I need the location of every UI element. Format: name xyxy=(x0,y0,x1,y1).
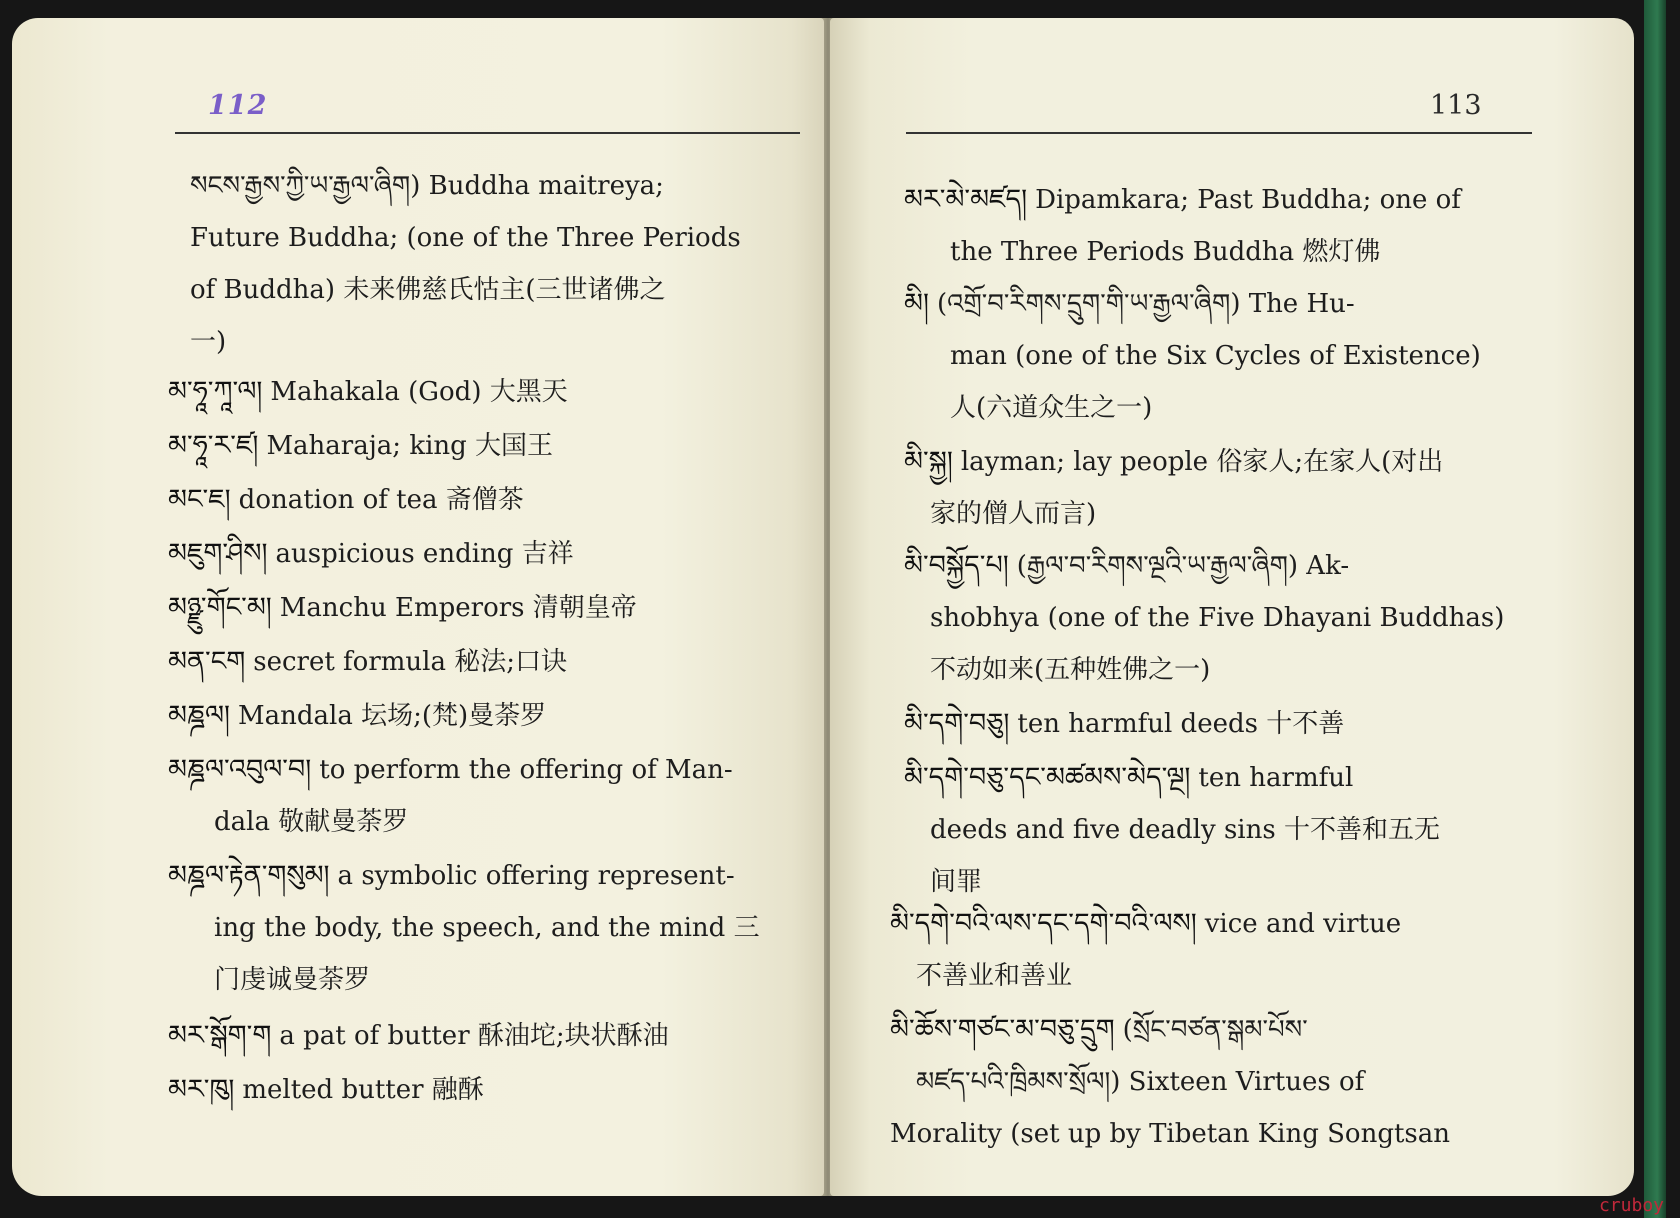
dictionary-entry xyxy=(168,528,574,580)
entry-line: 家的僧人而言) xyxy=(930,499,1097,529)
header-rule xyxy=(906,132,1532,134)
tibetan-headword: མི། xyxy=(904,288,929,319)
entry-line: 间罪 xyxy=(930,867,983,897)
dictionary-entry xyxy=(168,474,524,526)
tibetan-headword: མི་དགེ་བཅུ། xyxy=(904,708,1010,739)
dictionary-entry xyxy=(904,278,1481,434)
tibetan-headword: མཎྜལ་རྟེན་གསུམ། xyxy=(168,860,330,891)
tibetan-headword: མཇུག་ཤིས། xyxy=(168,538,268,569)
dictionary-entry xyxy=(168,690,546,742)
dictionary-entry xyxy=(904,698,1344,750)
entry-definition: a symbolic offering represent- xyxy=(337,861,735,891)
entry-definition: Maharaja; king 大国王 xyxy=(266,431,554,461)
entry-definition: layman; lay people 俗家人;在家人(对出 xyxy=(960,447,1444,477)
dictionary-entry xyxy=(168,1064,484,1116)
entry-definition: (རྒྱལ་བ་རིགས་ལྔའི་ཡ་རྒྱལ་ཞིག) Ak- xyxy=(1016,551,1350,581)
header-rule xyxy=(175,132,800,134)
dictionary-entry xyxy=(168,744,733,848)
entry-definition: (སྲོང་བཙན་སྒམ་པོས་ xyxy=(1122,1015,1308,1045)
entry-line: Morality (set up by Tibetan King Songtsan xyxy=(890,1119,1451,1149)
entry-line: 不善业和善业 xyxy=(916,961,1073,991)
dictionary-entry xyxy=(168,850,760,1006)
dictionary-entry xyxy=(904,174,1461,278)
tibetan-headword: མཎྜལ་འབུལ་བ། xyxy=(168,754,312,785)
dictionary-entry xyxy=(168,636,567,688)
entry-line: 不动如来(五种姓佛之一) xyxy=(930,655,1211,685)
left-page xyxy=(12,18,824,1196)
dictionary-entry xyxy=(168,420,553,472)
tibetan-headword: མན་ངག xyxy=(168,646,246,677)
tibetan-headword: མི་བསྐྱོད་པ། xyxy=(904,550,1009,581)
entry-line: shobhya (one of the Five Dhayani Buddhas) xyxy=(930,603,1505,633)
tibetan-headword: མཎྜལ། xyxy=(168,700,231,731)
entry-definition: Mandala 坛场;(梵)曼荼罗 xyxy=(238,701,547,731)
dictionary-entry xyxy=(890,1004,1450,1160)
dictionary-entry xyxy=(168,1010,669,1062)
page-number-left: 112 xyxy=(208,90,268,121)
tibetan-headword: མི་ཆོས་གཙང་མ་བཅུ་དྲུག xyxy=(890,1014,1115,1045)
entry-line: of Buddha) 未来佛慈氏怙主(三世诸佛之 xyxy=(190,275,666,305)
dictionary-entry xyxy=(904,540,1504,696)
dictionary-entry xyxy=(904,752,1440,908)
page-number-right: 113 xyxy=(1430,90,1482,121)
entry-definition: auspicious ending 吉祥 xyxy=(275,539,574,569)
dictionary-entry xyxy=(890,898,1401,1002)
tibetan-headword: མི་སྐྱ། xyxy=(904,446,953,477)
tibetan-headword: མ་ཧཱ་ཀཱ་ལ། xyxy=(168,376,263,407)
watermark: cruboy xyxy=(1598,1195,1664,1216)
entry-definition: melted butter 融酥 xyxy=(242,1075,484,1105)
entry-definition: donation of tea 斋僧茶 xyxy=(238,485,524,515)
entry-definition: to perform the offering of Man- xyxy=(319,755,733,785)
book-cover-edge xyxy=(1644,0,1666,1218)
entry-line: man (one of the Six Cycles of Existence) xyxy=(950,341,1481,371)
entry-definition: Dipamkara; Past Buddha; one of xyxy=(1035,185,1461,215)
entry-line: མཛད་པའི་ཁྲིམས་སྲོལ།) Sixteen Virtues of xyxy=(916,1067,1365,1097)
entry-line: the Three Periods Buddha 燃灯佛 xyxy=(950,237,1381,267)
entry-definition: (འགྲོ་བ་རིགས་དྲུག་གི་ཡ་རྒྱལ་ཞིག) The Hu- xyxy=(936,289,1355,319)
tibetan-headword: མང་ཇ། xyxy=(168,484,231,515)
entry-definition: a pat of butter 酥油坨;块状酥油 xyxy=(279,1021,669,1051)
tibetan-headword: མི་དགེ་བའི་ལས་དང་དགེ་བའི་ལས། xyxy=(890,908,1197,939)
tibetan-headword: མར་ཁུ། xyxy=(168,1074,235,1105)
right-page xyxy=(830,18,1634,1196)
tibetan-headword: མི་དགེ་བཅུ་དང་མཚམས་མེད་ལྔ། xyxy=(904,762,1191,793)
dictionary-entry xyxy=(168,366,568,418)
dictionary-entry xyxy=(168,582,637,634)
entry-line: 人(六道众生之一) xyxy=(950,393,1153,423)
dictionary-entry xyxy=(190,160,741,368)
dictionary-entry xyxy=(904,436,1443,540)
entry-definition: ten harmful xyxy=(1198,763,1354,793)
entry-line: Future Buddha; (one of the Three Periods xyxy=(190,223,741,253)
entry-definition: secret formula 秘法;口诀 xyxy=(253,647,567,677)
entry-line: 一) xyxy=(190,327,227,357)
tibetan-headword: མར་མེ་མཛད། xyxy=(904,184,1028,215)
entry-line: dala 敬献曼荼罗 xyxy=(214,807,409,837)
entry-definition: ten harmful deeds 十不善 xyxy=(1017,709,1345,739)
entry-line: སངས་རྒྱས་ཀྱི་ཡ་རྒྱལ་ཞིག) Buddha maitreya; xyxy=(190,171,664,201)
entry-line: ing the body, the speech, and the mind 三 xyxy=(214,913,760,943)
tibetan-headword: མ་ཧཱ་ར་ཛ། xyxy=(168,430,259,461)
entry-line: deeds and five deadly sins 十不善和五无 xyxy=(930,815,1440,845)
entry-definition: Manchu Emperors 清朝皇帝 xyxy=(279,593,637,623)
entry-line: 门虔诚曼荼罗 xyxy=(214,965,371,995)
tibetan-headword: མཉྫུ་གོང་མ། xyxy=(168,592,272,623)
entry-definition: vice and virtue xyxy=(1204,909,1402,939)
entry-definition: Mahakala (God) 大黑天 xyxy=(270,377,568,407)
tibetan-headword: མར་སྒོག་ག xyxy=(168,1020,272,1051)
